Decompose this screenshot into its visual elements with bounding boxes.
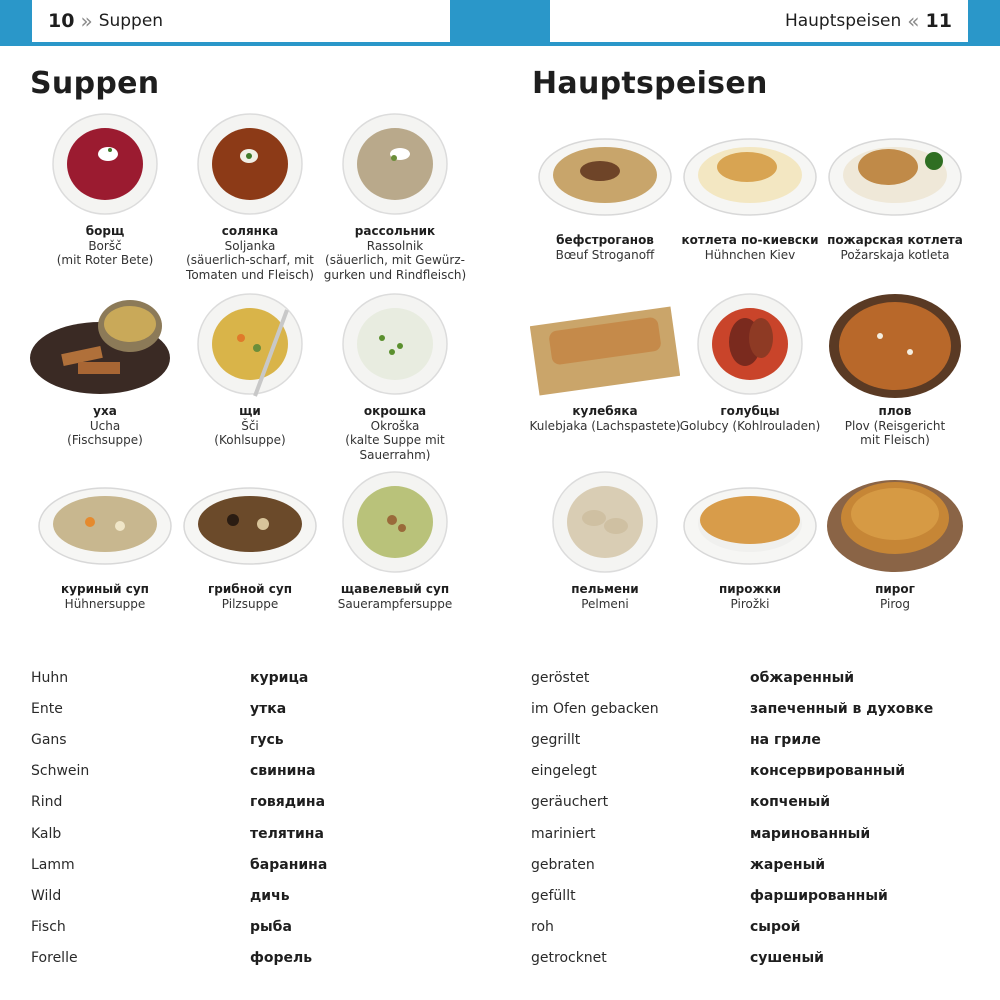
dish-name-german: Golubcy (Kohlrouladen) bbox=[679, 418, 821, 433]
vocab-german: Ente bbox=[31, 700, 63, 717]
vocab-german: geröstet bbox=[531, 669, 590, 686]
vocab-russian: форель bbox=[250, 950, 313, 967]
dish-name-russian: пельмени bbox=[571, 582, 639, 596]
vocab-german: Gans bbox=[31, 731, 67, 748]
dish-name-russian: окрошка bbox=[363, 404, 427, 418]
dish-name-russian: солянка bbox=[221, 224, 279, 238]
dish-caption bbox=[667, 233, 833, 262]
dish-caption bbox=[22, 224, 188, 268]
dish-name-german: Pirožki bbox=[730, 596, 770, 611]
dish-name-russian: уха bbox=[93, 404, 117, 418]
dish-name-russian: пирог bbox=[875, 582, 915, 596]
dish-item bbox=[530, 464, 680, 634]
vocab-german: im Ofen gebacken bbox=[531, 700, 659, 717]
vocab-german: Lamm bbox=[31, 856, 75, 873]
dish-caption bbox=[167, 582, 333, 611]
vocab-row bbox=[531, 912, 971, 943]
dish-name-russian: голубцы bbox=[720, 404, 780, 418]
vocab-russian: утка bbox=[250, 700, 287, 717]
vocab-russian: сушеный bbox=[750, 950, 824, 967]
dish-name-russian: щавелевый суп bbox=[340, 582, 450, 596]
dish-photo bbox=[175, 106, 325, 221]
vocab-russian: фаршированный bbox=[750, 887, 888, 904]
dish-item bbox=[675, 286, 825, 456]
dish-caption bbox=[522, 582, 688, 611]
dish-item bbox=[320, 464, 470, 634]
vocab-row bbox=[31, 880, 471, 911]
dish-photo bbox=[175, 464, 325, 579]
vocab-row bbox=[31, 849, 471, 880]
dish-photo bbox=[530, 286, 680, 401]
dish-name-german: Soljanka bbox=[224, 238, 276, 253]
vocabulary-list-preparation bbox=[531, 662, 971, 974]
dish-item bbox=[175, 106, 325, 282]
dish-name-german: Tomaten und Fleisch) bbox=[186, 267, 314, 282]
dish-item bbox=[675, 115, 825, 285]
dish-photo bbox=[320, 464, 470, 579]
vocab-german: Schwein bbox=[31, 763, 90, 780]
vocab-german: roh bbox=[531, 919, 554, 936]
header-left bbox=[32, 0, 450, 42]
dish-name-russian: бефстроганов bbox=[556, 233, 654, 247]
dish-item bbox=[30, 286, 180, 456]
vocab-row bbox=[31, 693, 471, 724]
dish-item bbox=[175, 286, 325, 456]
vocab-german: gegrillt bbox=[531, 731, 581, 748]
dish-name-german: Sauerampfersuppe bbox=[337, 596, 453, 611]
vocab-row bbox=[531, 818, 971, 849]
vocab-russian: запеченный в духовке bbox=[750, 700, 934, 717]
dish-caption bbox=[22, 404, 188, 448]
dish-caption bbox=[167, 404, 333, 448]
dish-photo bbox=[820, 115, 970, 230]
vocab-russian: на гриле bbox=[750, 731, 821, 748]
vocab-row bbox=[531, 693, 971, 724]
dish-caption bbox=[812, 233, 978, 262]
vocab-row bbox=[31, 724, 471, 755]
vocab-row bbox=[31, 912, 471, 943]
vocab-row bbox=[531, 943, 971, 974]
vocab-row bbox=[31, 787, 471, 818]
dish-name-german: Bœuf Stroganoff bbox=[555, 247, 655, 262]
dish-name-german: Hühnchen Kiev bbox=[704, 247, 796, 262]
dish-item bbox=[820, 464, 970, 634]
dish-name-russian: борщ bbox=[85, 224, 125, 238]
vocab-german: getrocknet bbox=[531, 950, 607, 967]
vocab-russian: консервированный bbox=[750, 763, 906, 780]
dish-photo bbox=[675, 286, 825, 401]
vocab-german: Kalb bbox=[31, 825, 62, 842]
vocabulary-list-meat bbox=[31, 662, 471, 974]
dish-name-german: (kalte Suppe mit bbox=[345, 433, 445, 447]
vocab-row bbox=[531, 787, 971, 818]
dish-name-russian: рассольник bbox=[354, 224, 436, 238]
dish-item bbox=[30, 106, 180, 276]
dish-name-russian: грибной суп bbox=[208, 582, 292, 596]
dish-name-german: Požarskaja kotleta bbox=[840, 247, 950, 262]
dish-item bbox=[820, 286, 970, 456]
section-title-suppen: Suppen bbox=[30, 66, 160, 101]
vocab-russian: рыба bbox=[250, 919, 292, 936]
vocab-german: mariniert bbox=[531, 825, 596, 842]
dish-name-russian: пирожки bbox=[718, 582, 782, 596]
vocab-russian: баранина bbox=[250, 856, 328, 873]
dish-name-german: Sauerrahm) bbox=[359, 447, 431, 462]
dish-name-russian: плов bbox=[878, 404, 912, 418]
vocab-russian: дичь bbox=[250, 887, 290, 904]
dish-photo bbox=[675, 115, 825, 230]
dish-name-german: (säuerlich-scharf, mit bbox=[186, 253, 314, 267]
vocab-row bbox=[531, 880, 971, 911]
dish-name-russian: котлета по-киевски bbox=[681, 233, 819, 247]
dish-caption bbox=[667, 404, 833, 433]
dish-photo bbox=[820, 286, 970, 401]
dish-name-german: Šči bbox=[241, 418, 259, 433]
dish-name-german: Okroška bbox=[370, 418, 420, 433]
dish-photo bbox=[530, 464, 680, 579]
header-left-title: Suppen bbox=[98, 11, 164, 31]
vocab-row bbox=[31, 662, 471, 693]
dish-name-german: Boršč bbox=[88, 238, 122, 253]
dish-item bbox=[530, 115, 680, 285]
dish-name-russian: кулебяка bbox=[572, 404, 638, 418]
vocab-russian: обжаренный bbox=[750, 669, 855, 686]
dish-photo bbox=[30, 286, 180, 401]
dish-item bbox=[675, 464, 825, 634]
dish-name-german: Ucha bbox=[89, 418, 121, 433]
dish-caption bbox=[312, 224, 478, 282]
vocab-german: eingelegt bbox=[531, 763, 597, 780]
vocab-russian: телятина bbox=[250, 825, 324, 842]
dish-caption bbox=[522, 233, 688, 262]
vocab-german: Rind bbox=[31, 794, 63, 811]
dish-caption bbox=[812, 404, 978, 448]
dish-item bbox=[175, 464, 325, 634]
dish-name-german: Hühnersuppe bbox=[64, 596, 146, 611]
dish-caption bbox=[22, 582, 188, 611]
dish-name-german: (säuerlich, mit Gewürz- bbox=[325, 253, 465, 267]
dish-name-german: Kulebjaka (Lachspastete) bbox=[529, 418, 681, 433]
chevron-right-icon: » bbox=[80, 9, 93, 33]
dish-item bbox=[320, 106, 470, 282]
dish-name-russian: куриный суп bbox=[61, 582, 149, 596]
dish-name-german: Pilzsuppe bbox=[221, 596, 279, 611]
vocab-row bbox=[31, 756, 471, 787]
dish-name-german: Pelmeni bbox=[581, 596, 629, 611]
dish-item bbox=[820, 115, 970, 285]
vocab-row bbox=[531, 724, 971, 755]
dish-name-german: (mit Roter Bete) bbox=[56, 253, 154, 267]
dish-name-german: gurken und Rindfleisch) bbox=[323, 267, 467, 282]
vocab-german: Fisch bbox=[31, 919, 66, 936]
page-number-right: 11 bbox=[925, 10, 952, 32]
dish-item bbox=[320, 286, 470, 462]
vocab-russian: гусь bbox=[250, 731, 284, 748]
dish-item bbox=[30, 464, 180, 634]
vocab-russian: говядина bbox=[250, 794, 326, 811]
dish-photo bbox=[675, 464, 825, 579]
header-bar bbox=[0, 0, 1000, 46]
dish-caption bbox=[167, 224, 333, 282]
vocab-row bbox=[31, 943, 471, 974]
vocab-german: gefüllt bbox=[531, 887, 576, 904]
vocab-russian: свинина bbox=[250, 763, 316, 780]
dish-photo bbox=[320, 286, 470, 401]
vocab-russian: маринованный bbox=[750, 825, 871, 842]
vocab-german: Forelle bbox=[31, 950, 78, 967]
dish-name-german: Plov (Reisgericht bbox=[844, 418, 946, 433]
dish-photo bbox=[530, 115, 680, 230]
vocab-german: Wild bbox=[31, 887, 62, 904]
dish-photo bbox=[30, 464, 180, 579]
vocab-row bbox=[31, 818, 471, 849]
vocab-row bbox=[531, 849, 971, 880]
dish-name-german: Rassolnik bbox=[366, 238, 424, 253]
dish-photo bbox=[820, 464, 970, 579]
vocab-german: gebraten bbox=[531, 856, 595, 873]
vocab-russian: курица bbox=[250, 669, 309, 686]
dish-caption bbox=[667, 582, 833, 611]
dish-name-german: (Fischsuppe) bbox=[67, 433, 143, 447]
dish-caption bbox=[312, 582, 478, 611]
vocab-row bbox=[531, 662, 971, 693]
dish-name-russian: щи bbox=[239, 404, 261, 418]
dish-caption bbox=[812, 582, 978, 611]
header-right bbox=[550, 0, 968, 42]
dish-photo bbox=[320, 106, 470, 221]
dish-caption bbox=[312, 404, 478, 462]
dish-name-german: Pirog bbox=[880, 596, 910, 611]
page-number-left: 10 bbox=[48, 10, 75, 32]
vocab-russian: копченый bbox=[750, 794, 831, 811]
vocab-german: geräuchert bbox=[531, 794, 609, 811]
header-right-title: Hauptspeisen bbox=[784, 11, 902, 31]
vocab-russian: сырой bbox=[750, 919, 801, 936]
vocab-russian: жареный bbox=[750, 856, 826, 873]
dish-name-german: mit Fleisch) bbox=[860, 433, 930, 447]
dish-photo bbox=[175, 286, 325, 401]
vocab-row bbox=[531, 756, 971, 787]
dish-photo bbox=[30, 106, 180, 221]
vocab-german: Huhn bbox=[31, 669, 69, 686]
dish-item bbox=[530, 286, 680, 456]
chevron-left-icon: « bbox=[907, 9, 920, 33]
dish-name-russian: пожарская котлета bbox=[827, 233, 963, 247]
section-title-hauptspeisen: Hauptspeisen bbox=[532, 66, 768, 101]
dish-name-german: (Kohlsuppe) bbox=[214, 433, 286, 447]
dish-caption bbox=[522, 404, 688, 433]
